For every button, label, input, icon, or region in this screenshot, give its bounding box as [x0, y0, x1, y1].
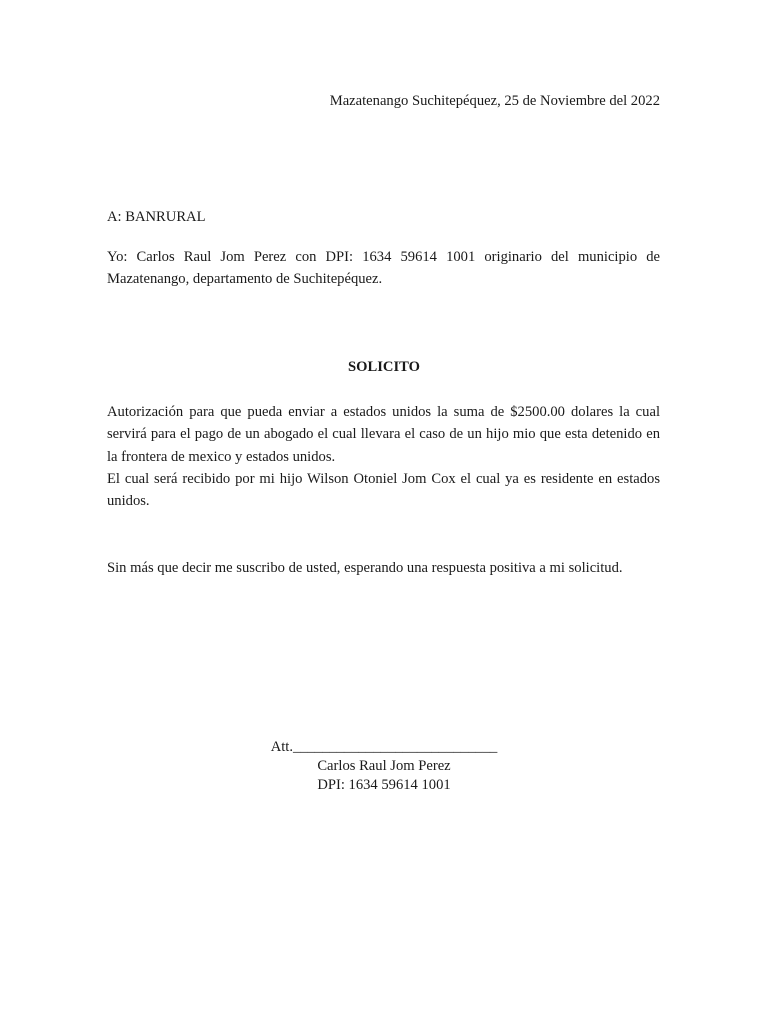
- date-line: Mazatenango Suchitepéquez, 25 de Noviembre del 2022: [329, 93, 660, 109]
- recipient-line: A: BANRURAL: [107, 209, 206, 225]
- closing-paragraph: Sin más que decir me suscribo de usted, esperando una respuesta positiva a mi solicitud.: [107, 560, 623, 576]
- body-paragraph-1: Autorización para que pueda enviar a estados unidos la suma de $2500.00 dolares la cual servirá para el pago de un abogado el cual llevara el caso de un hijo mio que esta detenido en la frontera de mexico y estados unidos.: [107, 404, 660, 465]
- request-heading: SOLICITO: [348, 359, 420, 375]
- signature-dpi: DPI: 1634 59614 1001: [317, 777, 451, 793]
- signature-name: Carlos Raul Jom Perez: [317, 758, 451, 774]
- signature-att-text: Att.____________________________: [270, 739, 498, 755]
- body-paragraph-2: El cual será recibido por mi hijo Wilson Otoniel Jom Cox el cual ya es residente en estados unidos.: [107, 471, 660, 510]
- signature-line: [0, 738, 768, 757]
- intro-paragraph: Yo: Carlos Raul Jom Perez con DPI: 1634 59614 1001 originario del municipio de Mazatenango, departamento de Suchitepéquez.: [107, 249, 660, 288]
